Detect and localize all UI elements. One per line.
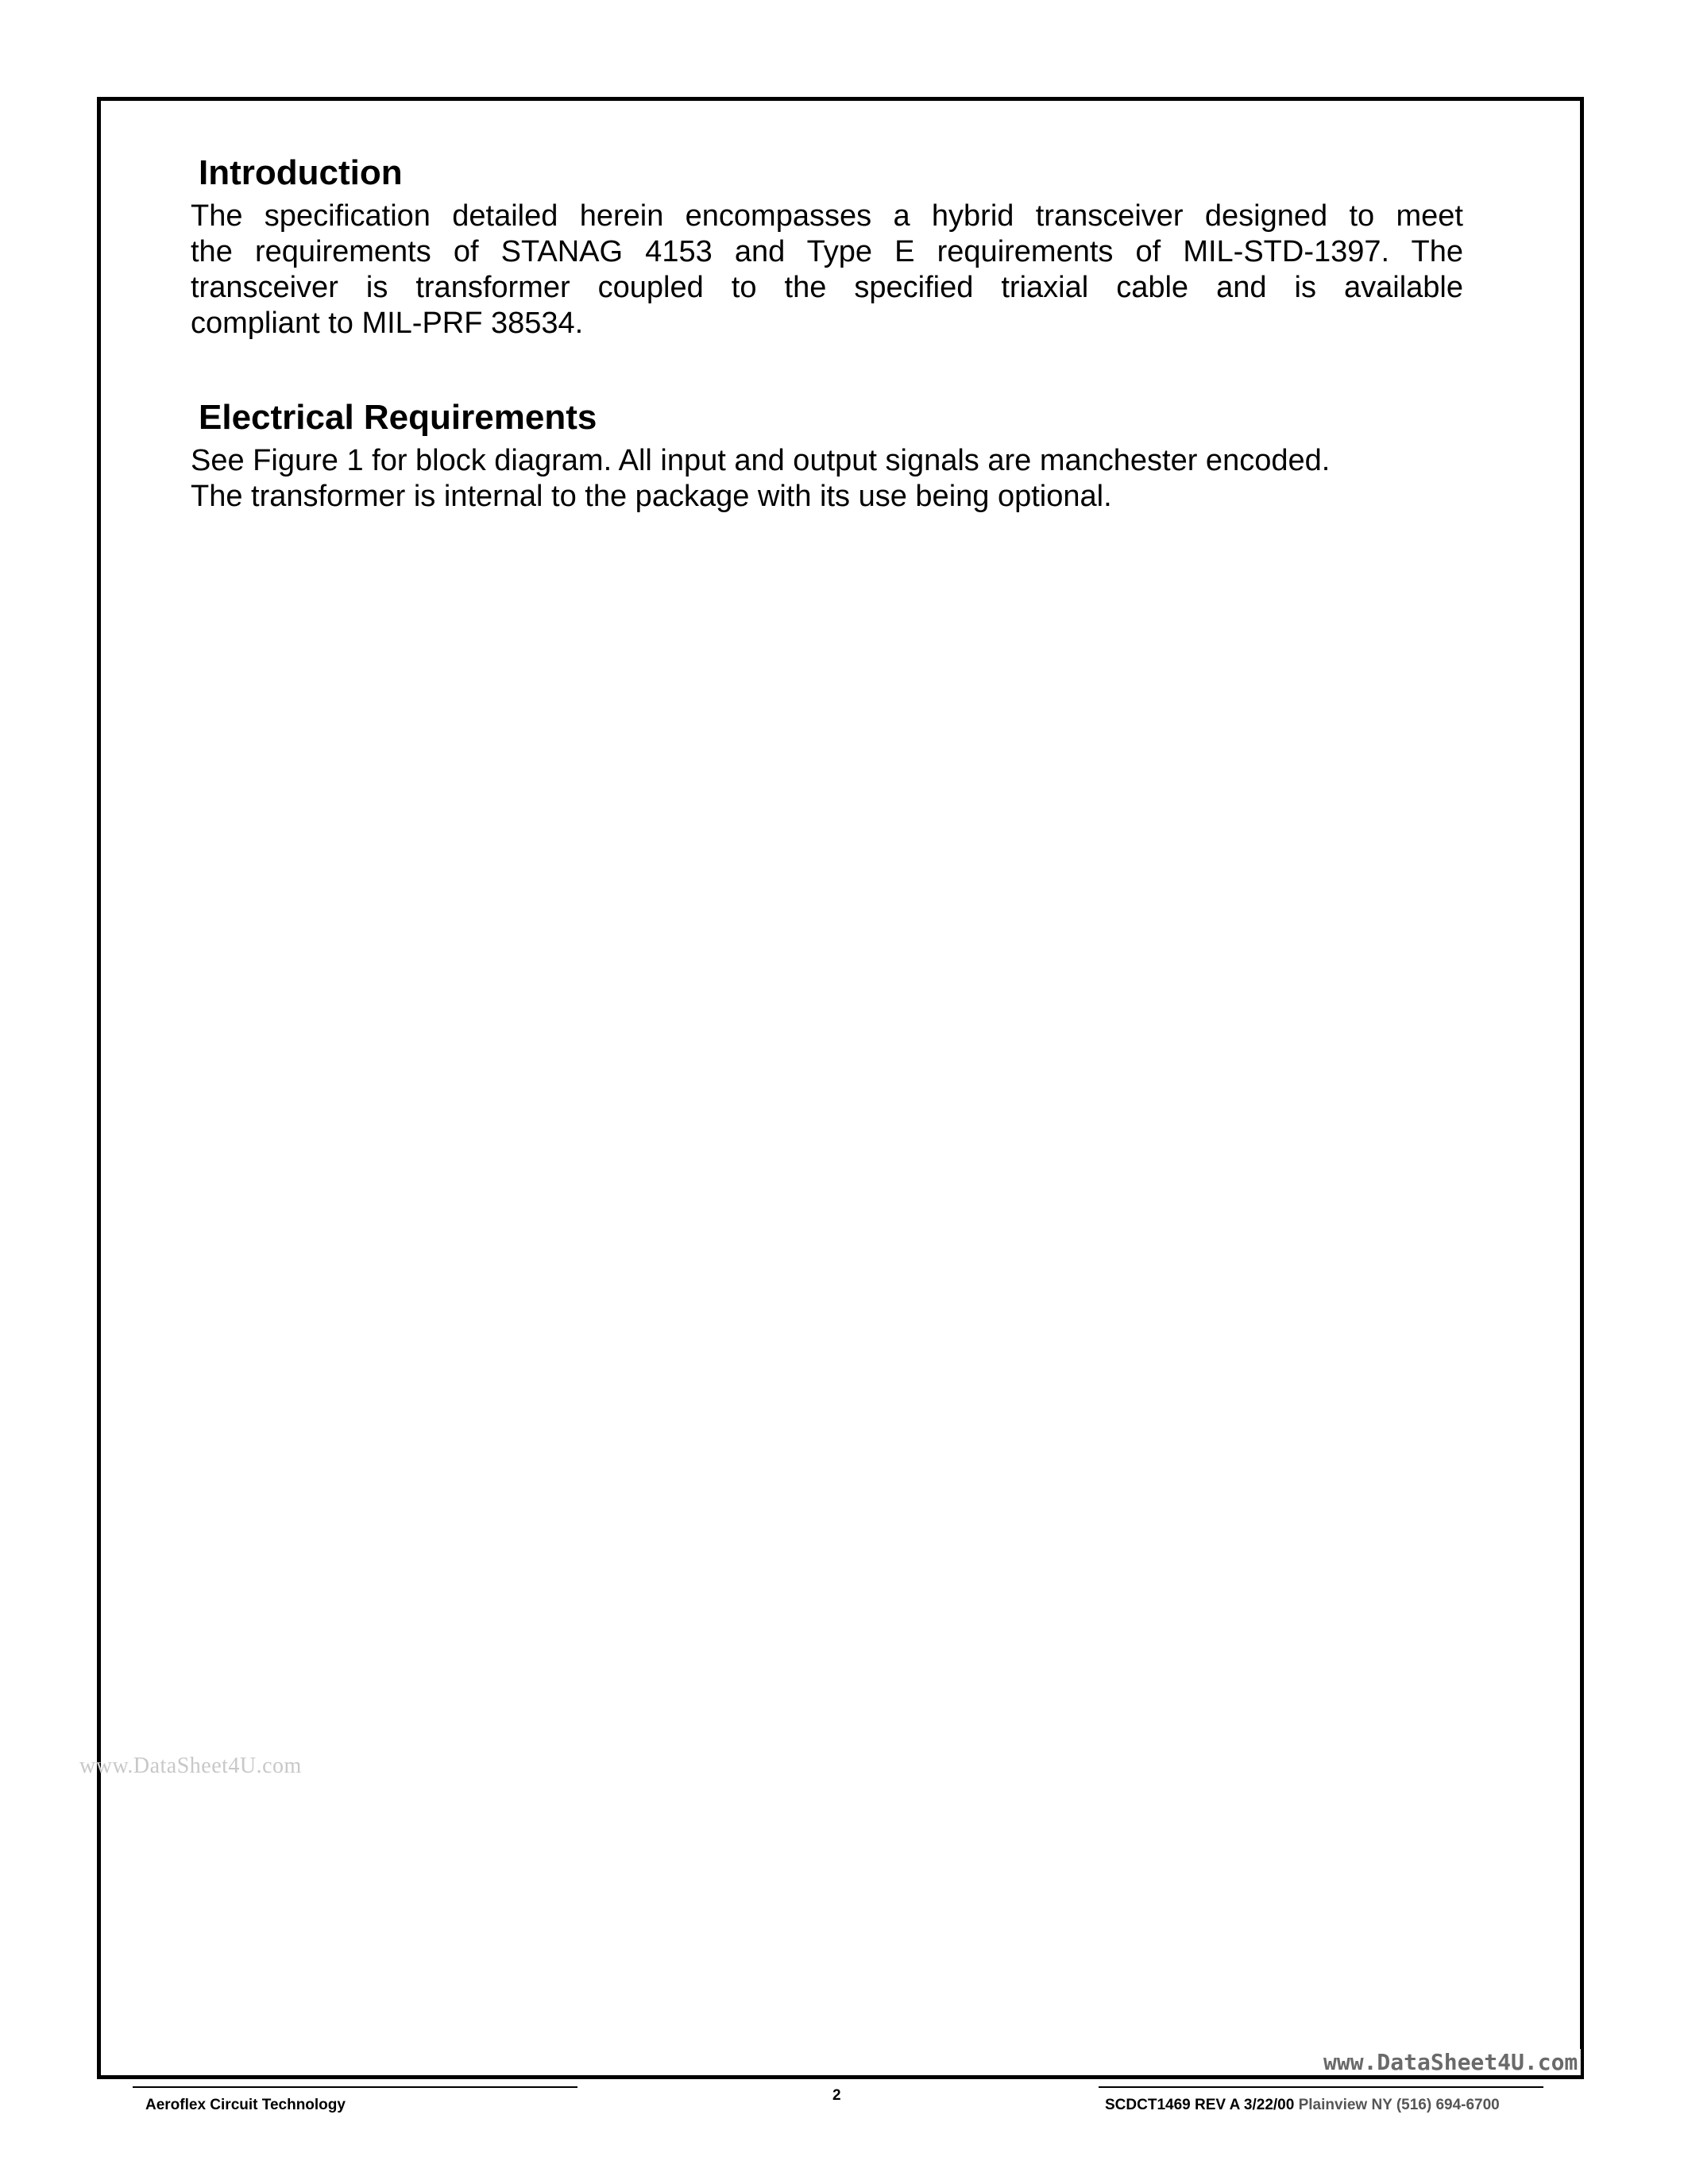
footer-location: Plainview NY (516) 694-6700 — [1298, 2097, 1500, 2113]
introduction-line-2: the requirements of STANAG 4153 and Type E requirements of MIL-STD-1397. The — [191, 235, 1463, 268]
footer-rule-right — [1099, 2086, 1543, 2088]
electrical-requirements-paragraph — [191, 443, 1463, 515]
footer-rule-left — [133, 2086, 577, 2088]
introduction-line-1: The specification detailed herein encompasses a hybrid transceiver designed to meet — [191, 199, 1463, 233]
introduction-section — [191, 151, 1463, 341]
electrical-requirements-heading: Electrical Requirements — [199, 398, 597, 437]
introduction-line-3: transceiver is transformer coupled to the specified triaxial cable and is available — [191, 271, 1463, 304]
footer-company: Aeroflex Circuit Technology — [145, 2097, 346, 2113]
electrical-line-2: The transformer is internal to the package with its use being optional. — [191, 480, 1112, 513]
watermark-right: www.DataSheet4U.com — [1320, 2049, 1581, 2075]
footer-page-number: 2 — [832, 2087, 841, 2104]
footer-doc-id: SCDCT1469 REV A 3/22/00 — [1105, 2097, 1295, 2113]
introduction-heading: Introduction — [199, 153, 403, 192]
introduction-paragraph — [191, 199, 1463, 341]
introduction-line-4: compliant to MIL-PRF 38534. — [191, 307, 584, 340]
page-border — [97, 97, 1584, 2079]
watermark-left: www.DataSheet4U.com — [79, 1754, 302, 1778]
electrical-line-1: See Figure 1 for block diagram. All input and output signals are manchester encoded. — [191, 444, 1331, 477]
electrical-requirements-section — [191, 396, 1463, 515]
footer-document-info — [1105, 2097, 1500, 2114]
